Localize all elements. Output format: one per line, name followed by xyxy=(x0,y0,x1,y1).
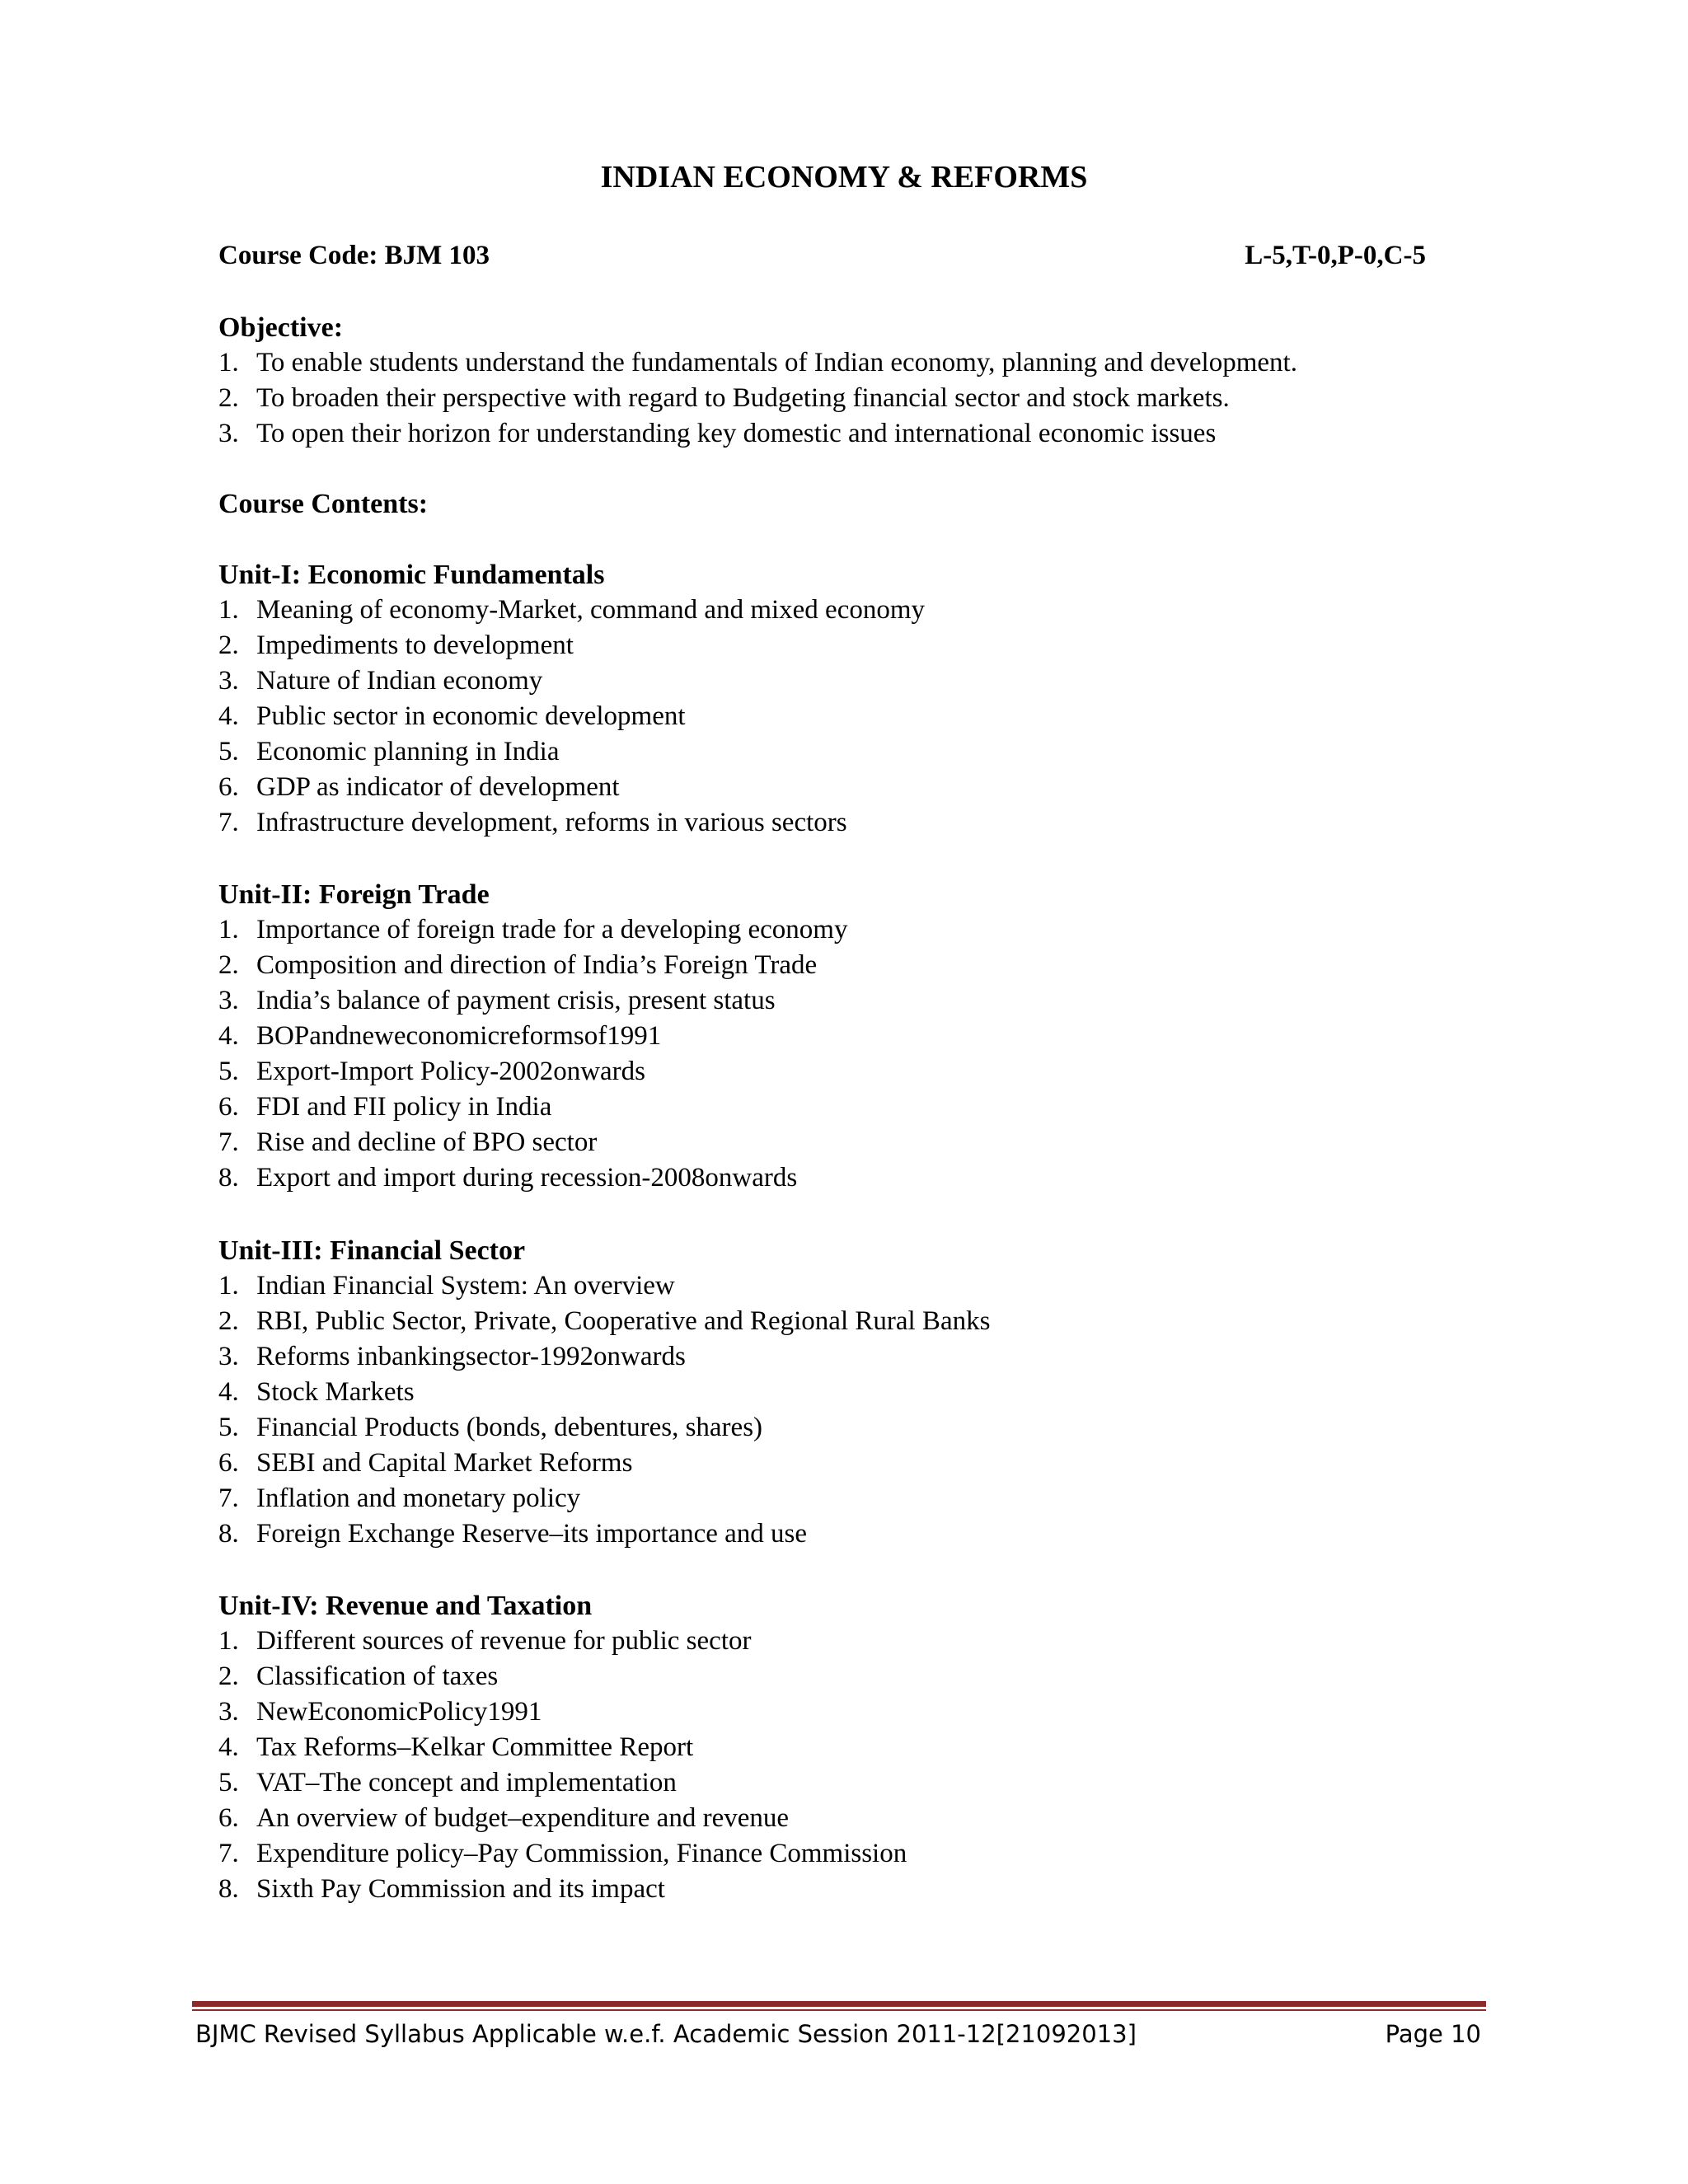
unit-item xyxy=(218,912,1488,948)
item-number: 6. xyxy=(218,1448,239,1478)
item-text: RBI, Public Sector, Private, Cooperative and Regional Rural Banks xyxy=(256,1306,991,1336)
item-text: NewEconomicPolicy1991 xyxy=(256,1697,542,1727)
item-text: Infrastructure development, reforms in various sectors xyxy=(256,808,847,837)
unit-item xyxy=(218,983,1488,1019)
item-text: Inflation and monetary policy xyxy=(256,1483,581,1513)
item-text: To enable students understand the fundamentals of Indian economy, planning and development. xyxy=(256,348,1297,377)
unit-item xyxy=(218,1019,1488,1054)
unit-item xyxy=(218,1765,1488,1801)
unit-item xyxy=(218,1160,1488,1196)
unit-item xyxy=(218,1730,1488,1765)
unit-heading: Unit-II: Foreign Trade xyxy=(218,879,490,910)
course-contents-heading: Course Contents: xyxy=(218,489,429,519)
unit-heading: Unit-IV: Revenue and Taxation xyxy=(218,1591,593,1621)
unit-item xyxy=(218,770,1488,805)
item-number: 8. xyxy=(218,1519,239,1549)
unit-heading: Unit-I: Economic Fundamentals xyxy=(218,560,605,590)
item-text: Nature of Indian economy xyxy=(256,666,543,696)
item-text: Sixth Pay Commission and its impact xyxy=(256,1874,665,1904)
item-number: 6. xyxy=(218,772,239,802)
item-text: Indian Financial System: An overview xyxy=(256,1271,675,1301)
item-text: Meaning of economy-Market, command and mixed economy xyxy=(256,595,926,625)
item-text: To open their horizon for understanding key domestic and international economic issues xyxy=(256,419,1217,448)
item-text: Different sources of revenue for public sector xyxy=(256,1626,752,1656)
item-text: Expenditure policy–Pay Commission, Finance Commission xyxy=(256,1839,907,1868)
unit-item xyxy=(218,1125,1488,1160)
item-text: Stock Markets xyxy=(256,1377,415,1407)
unit-heading: Unit-III: Financial Sector xyxy=(218,1235,526,1266)
unit-item xyxy=(218,1410,1488,1446)
item-text: VAT–The concept and implementation xyxy=(256,1768,677,1797)
item-text: Foreign Exchange Reserve–its importance and use xyxy=(256,1519,808,1549)
unit-4-section xyxy=(218,1588,1488,1907)
item-number: 5. xyxy=(218,1057,239,1086)
unit-item xyxy=(218,1446,1488,1481)
item-text: An overview of budget–expenditure and revenue xyxy=(256,1803,790,1833)
item-number: 3. xyxy=(218,986,239,1015)
item-number: 1. xyxy=(218,1626,239,1656)
item-text: Export and import during recession-2008onwards xyxy=(256,1163,798,1193)
item-number: 5. xyxy=(218,1413,239,1442)
item-number: 3. xyxy=(218,1342,239,1371)
unit-2-section xyxy=(218,877,1488,1196)
unit-item xyxy=(218,734,1488,770)
page-footer xyxy=(195,2018,1481,2050)
course-code-row xyxy=(218,237,1426,274)
footer-text: BJMC Revised Syllabus Applicable w.e.f. Academic Session 2011-12[21092013] xyxy=(195,2020,1137,2048)
unit-item xyxy=(218,1624,1488,1659)
item-number: 2. xyxy=(218,1306,239,1336)
item-text: Financial Products (bonds, debentures, shares) xyxy=(256,1413,763,1442)
unit-item xyxy=(218,1090,1488,1125)
unit-item xyxy=(218,1659,1488,1694)
objective-section xyxy=(218,310,1488,452)
item-text: Impediments to development xyxy=(256,630,574,660)
item-number: 2. xyxy=(218,1661,239,1691)
item-number: 7. xyxy=(218,808,239,837)
item-number: 5. xyxy=(218,737,239,766)
item-number: 1. xyxy=(218,915,239,944)
item-text: Public sector in economic development xyxy=(256,701,686,731)
page-title: INDIAN ECONOMY & REFORMS xyxy=(600,160,1088,194)
item-text: Economic planning in India xyxy=(256,737,560,766)
unit-item xyxy=(218,1872,1488,1907)
course-credits: L-5,T-0,P-0,C-5 xyxy=(1245,241,1426,270)
course-contents-section xyxy=(218,486,1488,522)
unit-item xyxy=(218,1481,1488,1516)
item-number: 7. xyxy=(218,1839,239,1868)
item-number: 8. xyxy=(218,1874,239,1904)
item-number: 3. xyxy=(218,419,239,448)
item-number: 5. xyxy=(218,1768,239,1797)
item-text: Importance of foreign trade for a developing economy xyxy=(256,915,848,944)
item-number: 3. xyxy=(218,1697,239,1727)
item-number: 1. xyxy=(218,595,239,625)
unit-item xyxy=(218,1339,1488,1375)
item-number: 6. xyxy=(218,1803,239,1833)
item-text: Rise and decline of BPO sector xyxy=(256,1127,598,1157)
item-number: 4. xyxy=(218,1377,239,1407)
footer-divider xyxy=(192,2001,1486,2013)
unit-item xyxy=(218,1694,1488,1730)
unit-item xyxy=(218,1375,1488,1410)
unit-3-section xyxy=(218,1233,1488,1552)
unit-item xyxy=(218,699,1488,734)
objective-heading: Objective: xyxy=(218,312,344,343)
item-number: 1. xyxy=(218,348,239,377)
objective-item xyxy=(218,381,1488,416)
unit-item xyxy=(218,663,1488,699)
item-number: 4. xyxy=(218,1732,239,1762)
item-number: 4. xyxy=(218,701,239,731)
item-number: 4. xyxy=(218,1021,239,1051)
item-number: 2. xyxy=(218,630,239,660)
course-code: Course Code: BJM 103 xyxy=(218,241,490,270)
item-number: 3. xyxy=(218,666,239,696)
item-number: 8. xyxy=(218,1163,239,1193)
unit-item xyxy=(218,1516,1488,1552)
unit-item xyxy=(218,1836,1488,1872)
item-text: BOPandneweconomicreformsof1991 xyxy=(256,1021,662,1051)
item-number: 7. xyxy=(218,1483,239,1513)
item-number: 1. xyxy=(218,1271,239,1301)
item-text: Composition and direction of India’s Foreign Trade xyxy=(256,950,818,980)
unit-item xyxy=(218,1304,1488,1339)
footer-divider-thick xyxy=(192,2001,1486,2007)
unit-item xyxy=(218,1054,1488,1090)
objective-item xyxy=(218,345,1488,381)
item-text: Classification of taxes xyxy=(256,1661,499,1691)
item-text: Tax Reforms–Kelkar Committee Report xyxy=(256,1732,694,1762)
footer-divider-thin xyxy=(192,2009,1486,2011)
unit-1-section xyxy=(218,557,1488,841)
item-text: To broaden their perspective with regard to Budgeting financial sector and stock markets. xyxy=(256,383,1230,413)
item-text: Export-Import Policy-2002onwards xyxy=(256,1057,646,1086)
item-number: 7. xyxy=(218,1127,239,1157)
item-text: India’s balance of payment crisis, present status xyxy=(256,986,776,1015)
unit-item xyxy=(218,805,1488,841)
item-text: SEBI and Capital Market Reforms xyxy=(256,1448,633,1478)
objective-item xyxy=(218,416,1488,452)
item-text: FDI and FII policy in India xyxy=(256,1092,552,1122)
item-number: 6. xyxy=(218,1092,239,1122)
unit-item xyxy=(218,1268,1488,1304)
unit-item xyxy=(218,948,1488,983)
unit-item xyxy=(218,1801,1488,1836)
item-number: 2. xyxy=(218,950,239,980)
unit-item xyxy=(218,628,1488,663)
item-text: Reforms inbankingsector-1992onwards xyxy=(256,1342,686,1371)
page-number: Page 10 xyxy=(1385,2020,1481,2048)
item-text: GDP as indicator of development xyxy=(256,772,620,802)
unit-item xyxy=(218,593,1488,628)
item-number: 2. xyxy=(218,383,239,413)
